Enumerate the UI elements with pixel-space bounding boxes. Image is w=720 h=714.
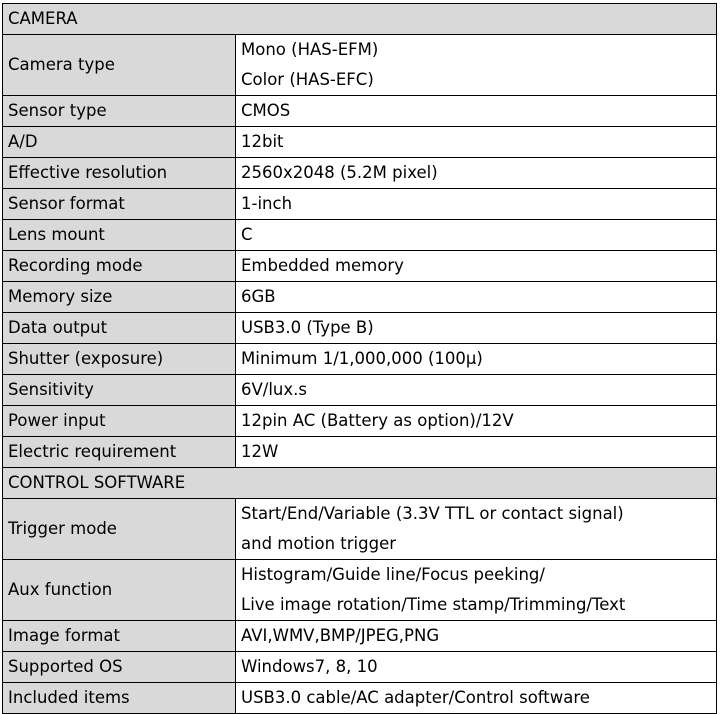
spec-label: Effective resolution (3, 158, 236, 189)
spec-label: Sensitivity (3, 375, 236, 406)
spec-value (236, 96, 717, 127)
spec-value-line: 2560x2048 (5.2M pixel) (241, 163, 438, 182)
spec-row-included-items (3, 683, 717, 714)
spec-value (236, 220, 717, 251)
spec-row-electric-requirement (3, 437, 717, 468)
spec-row-sensor-type (3, 96, 717, 127)
spec-row-lens-mount (3, 220, 717, 251)
spec-label: Shutter (exposure) (3, 344, 236, 375)
section-header-software (3, 468, 717, 499)
spec-value-line: Mono (HAS-EFM) (241, 40, 379, 59)
spec-label: Sensor type (3, 96, 236, 127)
spec-value-line: Color (HAS-EFC) (241, 70, 374, 89)
spec-value (236, 158, 717, 189)
spec-value-line: 6GB (241, 287, 276, 306)
spec-value-line: 6V/lux.s (241, 380, 307, 399)
spec-value-line: Windows7, 8, 10 (241, 657, 378, 676)
spec-value-line: USB3.0 cable/AC adapter/Control software (241, 688, 590, 707)
spec-value-line: Histogram/Guide line/Focus peeking/ (241, 565, 545, 584)
spec-value-line: C (241, 225, 253, 244)
spec-value (236, 313, 717, 344)
spec-value-line: 12W (241, 442, 279, 461)
spec-row-image-format (3, 621, 717, 652)
spec-value (236, 35, 717, 96)
spec-row-aux-function (3, 560, 717, 621)
spec-value (236, 344, 717, 375)
spec-row-data-output (3, 313, 717, 344)
spec-label: Trigger mode (3, 499, 236, 560)
spec-table-body (3, 4, 717, 714)
spec-label: Sensor format (3, 189, 236, 220)
spec-label: Recording mode (3, 251, 236, 282)
section-header-camera (3, 4, 717, 35)
spec-value (236, 437, 717, 468)
section-title: CAMERA (3, 4, 717, 35)
spec-value-line: Start/End/Variable (3.3V TTL or contact signal) (241, 504, 624, 523)
spec-label: Memory size (3, 282, 236, 313)
spec-value (236, 652, 717, 683)
spec-value (236, 621, 717, 652)
spec-value (236, 282, 717, 313)
spec-label: Camera type (3, 35, 236, 96)
spec-row-power-input (3, 406, 717, 437)
spec-row-supported-os (3, 652, 717, 683)
spec-value-line: USB3.0 (Type B) (241, 318, 374, 337)
spec-value-line: CMOS (241, 101, 291, 120)
spec-label: Data output (3, 313, 236, 344)
spec-label: Power input (3, 406, 236, 437)
spec-value-line: AVI,WMV,BMP/JPEG,PNG (241, 626, 440, 645)
spec-row-sensor-format (3, 189, 717, 220)
spec-label: Electric requirement (3, 437, 236, 468)
spec-value-line: 1-inch (241, 194, 293, 213)
spec-value (236, 375, 717, 406)
spec-value (236, 560, 717, 621)
spec-row-a-d (3, 127, 717, 158)
spec-label: Lens mount (3, 220, 236, 251)
spec-label: Image format (3, 621, 236, 652)
spec-value-line: 12bit (241, 132, 284, 151)
spec-row-trigger-mode (3, 499, 717, 560)
spec-value-line: Minimum 1/1,000,000 (100μ) (241, 349, 483, 368)
spec-row-effective-resolution (3, 158, 717, 189)
spec-value (236, 683, 717, 714)
spec-value-line: Live image rotation/Time stamp/Trimming/Text (241, 595, 626, 614)
spec-value-line: Embedded memory (241, 256, 404, 275)
spec-table (2, 3, 717, 714)
spec-row-memory-size (3, 282, 717, 313)
spec-value-line: and motion trigger (241, 534, 397, 553)
spec-row-sensitivity (3, 375, 717, 406)
spec-value (236, 406, 717, 437)
spec-label: Supported OS (3, 652, 236, 683)
spec-label: Included items (3, 683, 236, 714)
spec-label: A/D (3, 127, 236, 158)
spec-value (236, 251, 717, 282)
spec-row-camera-type (3, 35, 717, 96)
spec-value (236, 127, 717, 158)
spec-label: Aux function (3, 560, 236, 621)
section-title: CONTROL SOFTWARE (3, 468, 717, 499)
spec-value (236, 499, 717, 560)
spec-value (236, 189, 717, 220)
spec-row-shutter-exposure (3, 344, 717, 375)
spec-value-line: 12pin AC (Battery as option)/12V (241, 411, 514, 430)
spec-row-recording-mode (3, 251, 717, 282)
